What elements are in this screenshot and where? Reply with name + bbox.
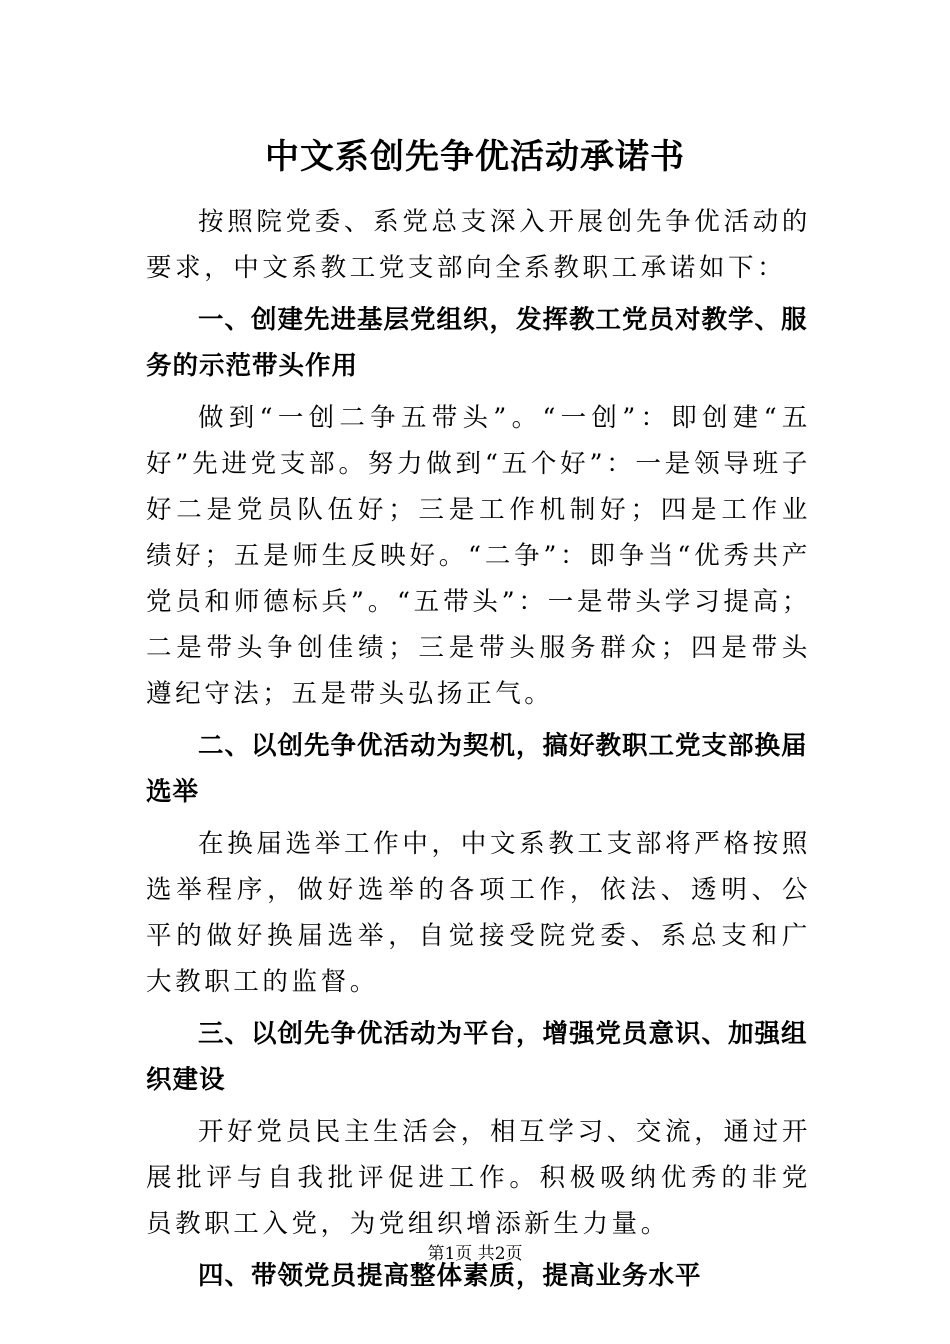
section-3-body: 开好党员民主生活会，相互学习、交流，通过开展批评与自我批评促进工作。积极吸纳优秀的非党员教职工入党，为党组织增添新生力量。 [146, 1117, 811, 1239]
section-2-body: 在换届选举工作中，中文系教工支部将严格按照选举程序，做好选举的各项工作，依法、透明、公平的做好换届选举，自觉接受院党委、系总支和广大教职工的监督。 [146, 829, 811, 997]
section-1-heading: 一、创建先进基层党组织，发挥教工党员对教学、服务的示范带头作用 [146, 305, 808, 381]
section-2-heading: 二、以创先争优活动为契机，搞好教职工党支部换届选举 [146, 731, 808, 807]
page-footer: 第1页 共2页 [427, 1244, 523, 1264]
document-body [146, 199, 811, 1299]
section-1-body: 做到“一创二争五带头”。“一创”：即创建“五好”先进党支部。努力做到“五个好”：一是领导班子好二是党员队伍好；三是工作机制好；四是工作业绩好；五是师生反映好。“二争”：即争当“优秀共产党员和师德标兵”。“五带头”：一是带头学习提高；二是带头争创佳绩；三是带头服务群众；四是带头遵纪守法；五是带头弘扬正气。 [146, 403, 811, 709]
intro-paragraph: 按照院党委、系党总支深入开展创先争优活动的要求，中文系教工党支部向全系教职工承诺如下： [146, 207, 811, 283]
document-title: 中文系创先争优活动承诺书 [265, 137, 685, 177]
section-3-heading: 三、以创先争优活动为平台，增强党员意识、加强组织建设 [146, 1019, 808, 1095]
section-4-heading: 四、带领党员提高整体素质，提高业务水平 [198, 1261, 702, 1291]
